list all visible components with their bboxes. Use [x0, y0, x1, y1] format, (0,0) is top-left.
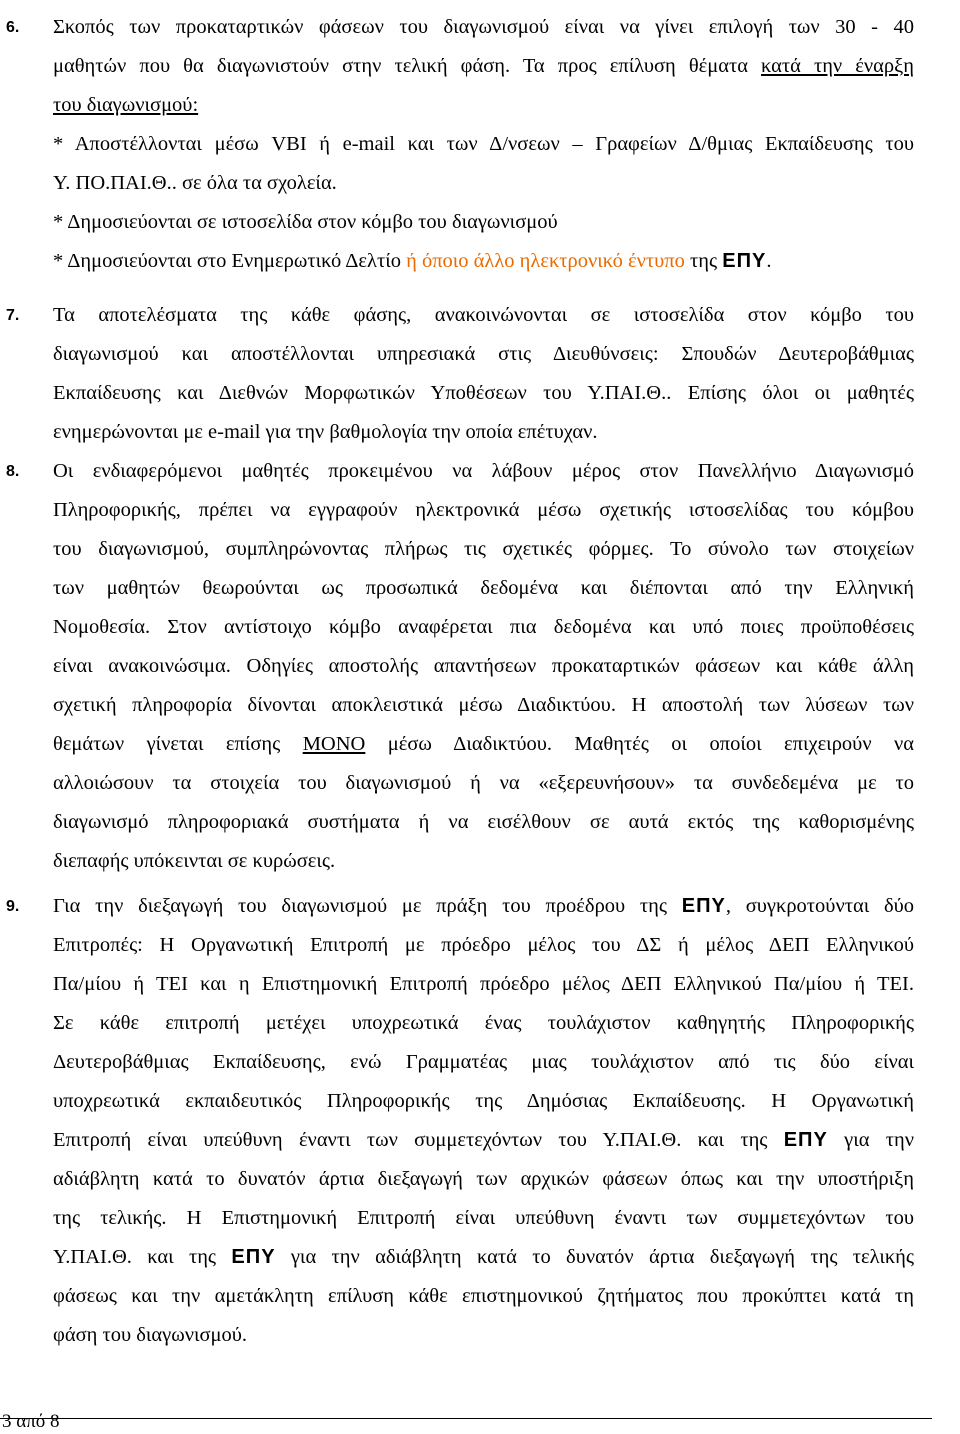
footer-divider	[0, 1418, 932, 1419]
underlined-text: κατά την έναρξη	[761, 55, 914, 77]
underlined-text: ΜΟΝΟ	[302, 733, 366, 755]
text-line: Υ.ΠΑΙ.Θ. και της ΕΠΥ για την αδιάβλητη κατά το δυνατόν άρτια διεξαγωγή της τελικής	[53, 1246, 914, 1268]
text-line: φάσεως και την αμετάκλητη επίλυση κάθε επιστημονικού ζητήματος που προκύπτει κατά τη	[53, 1285, 914, 1307]
text-line: θεμάτων γίνεται επίσης ΜΟΝΟ μέσω Διαδικτύου. Μαθητές οι οποίοι επιχειρούν να	[53, 733, 915, 755]
highlighted-text: ή όποιο άλλο ηλεκτρονικό έντυπο	[406, 250, 685, 272]
section-body	[53, 452, 914, 881]
text-line: διεπαφής υπόκεινται σε κυρώσεις.	[53, 850, 336, 872]
section-number: 6.	[6, 19, 20, 36]
bullet-line: * Δημοσιεύονται στο Ενημερωτικό Δελτίο ή όποιο άλλο ηλεκτρονικό έντυπο της ΕΠΥ.	[53, 250, 772, 272]
text-line: Πα/μίου ή ΤΕΙ και η Επιστημονική Επιτροπή πρόεδρο μέλος ΔΕΠ Ελληνικού Πα/μίου ή ΤΕΙ.	[53, 973, 914, 995]
text-line	[53, 86, 914, 125]
epy-logo-text: ΕΠΥ	[681, 895, 726, 917]
text-line: Εκπαίδευσης και Διεθνών Μορφωτικών Υποθέσεων του Υ.ΠΑΙ.Θ.. Επίσης όλοι οι μαθητές	[53, 382, 914, 404]
text-line: Οι ενδιαφερόμενοι μαθητές προκειμένου να λάβουν μέρος στον Πανελλήνιο Διαγωνισμό	[53, 460, 914, 482]
text-line: διαγωνισμού και αποστέλλονται υπηρεσιακά στις Διευθύνσεις: Σπουδών Δευτεροβάθμιας	[53, 343, 914, 365]
text-line: υποχρεωτικά εκπαιδευτικός Πληροφορικής της Δημόσιας Εκπαίδευσης. Η Οργανωτική	[53, 1090, 914, 1112]
epy-logo-text: ΕΠΥ	[722, 250, 767, 272]
bullet-line: * Αποστέλλονται μέσω VBI ή e-mail και των Δ/νσεων – Γραφείων Δ/θμιας Εκπαίδευσης του	[53, 133, 914, 155]
text-line: Σκοπός των προκαταρτικών φάσεων του διαγωνισμού είναι να γίνει επιλογή των 30 - 40	[53, 16, 914, 38]
text-line: μαθητών που θα διαγωνιστούν στην τελική φάση. Τα προς επίλυση θέματα κατά την έναρξη	[53, 55, 914, 77]
text-line: Για την διεξαγωγή του διαγωνισμού με πράξη του προέδρου της ΕΠΥ, συγκροτούνται δύο	[53, 895, 914, 917]
section-number: 9.	[6, 898, 20, 915]
text-line: Σε κάθε επιτροπή μετέχει υποχρεωτικά ένας τουλάχιστον καθηγητής Πληροφορικής	[53, 1012, 914, 1034]
section-body	[53, 887, 914, 1355]
text-line: ενημερώνονται με e-mail για την βαθμολογία την οποία επέτυχαν.	[53, 421, 598, 443]
text-line: του διαγωνισμού, συμπληρώνοντας πλήρως τις σχετικές φόρμες. Το σύνολο των στοιχείων	[53, 538, 914, 560]
text-line: Επιτροπές: Η Οργανωτική Επιτροπή με πρόεδρο μέλος του ΔΣ ή μέλος ΔΕΠ Ελληνικού	[53, 934, 914, 956]
text-line: Νομοθεσία. Στον αντίστοιχο κόμβο αναφέρεται πια δεδομένα και υπό ποιες προϋποθέσεις	[53, 616, 914, 638]
text-line: διαγωνισμό πληροφοριακά συστήματα ή να εισέλθουν σε αυτά εκτός της καθορισμένης	[53, 811, 914, 833]
epy-logo-text: ΕΠΥ	[231, 1246, 276, 1268]
section-body	[53, 296, 914, 452]
text-line: Πληροφορικής, πρέπει να εγγραφούν ηλεκτρονικά μέσω σχετικής ιστοσελίδας του κόμβου	[53, 499, 914, 521]
text-line: σχετική πληροφορία δίνονται αποκλειστικά μέσω Διαδικτύου. Η αποστολή των λύσεων των	[53, 694, 914, 716]
text-line: είναι ανακοινώσιμα. Οδηγίες αποστολής απαντήσεων προκαταρτικών φάσεων και κάθε άλλη	[53, 655, 914, 677]
text-line: αδιάβλητη κατά το δυνατόν άρτια διεξαγωγή των αρχικών φάσεων όπως και την υποστήριξη	[53, 1168, 914, 1190]
text-line: της τελικής. Η Επιστημονική Επιτροπή είναι υπεύθυνη έναντι των συμμετεχόντων του	[53, 1207, 914, 1229]
section-number: 7.	[6, 307, 20, 324]
page-number: 3 από 8	[2, 1411, 60, 1432]
text-line: Δευτεροβάθμιας Εκπαίδευσης, ενώ Γραμματέας μιας τουλάχιστον από τις δύο είναι	[53, 1051, 914, 1073]
text-line: φάση του διαγωνισμού.	[53, 1324, 248, 1346]
epy-logo-text: ΕΠΥ	[783, 1129, 828, 1151]
text-line: Υ. ΠΟ.ΠΑΙ.Θ.. σε όλα τα σχολεία.	[53, 172, 337, 194]
bullet-line: * Δημοσιεύονται σε ιστοσελίδα στον κόμβο του διαγωνισμού	[53, 211, 558, 233]
text-line: Επιτροπή είναι υπεύθυνη έναντι των συμμετεχόντων του Υ.ΠΑΙ.Θ. και της ΕΠΥ για την	[53, 1129, 914, 1151]
section-body	[53, 8, 914, 281]
section-number: 8.	[6, 463, 20, 480]
text-line: των μαθητών θεωρούνται ως προσωπικά δεδομένα και διέπονται από την Ελληνική	[53, 577, 914, 599]
text-line: αλλοιώσουν τα στοιχεία του διαγωνισμού ή να «εξερευνήσουν» τα συνδεδεμένα με το	[53, 772, 914, 794]
text-line: Τα αποτελέσματα της κάθε φάσης, ανακοινώνονται σε ιστοσελίδα στον κόμβο του	[53, 304, 914, 326]
underlined-text: του διαγωνισμού:	[53, 94, 199, 116]
